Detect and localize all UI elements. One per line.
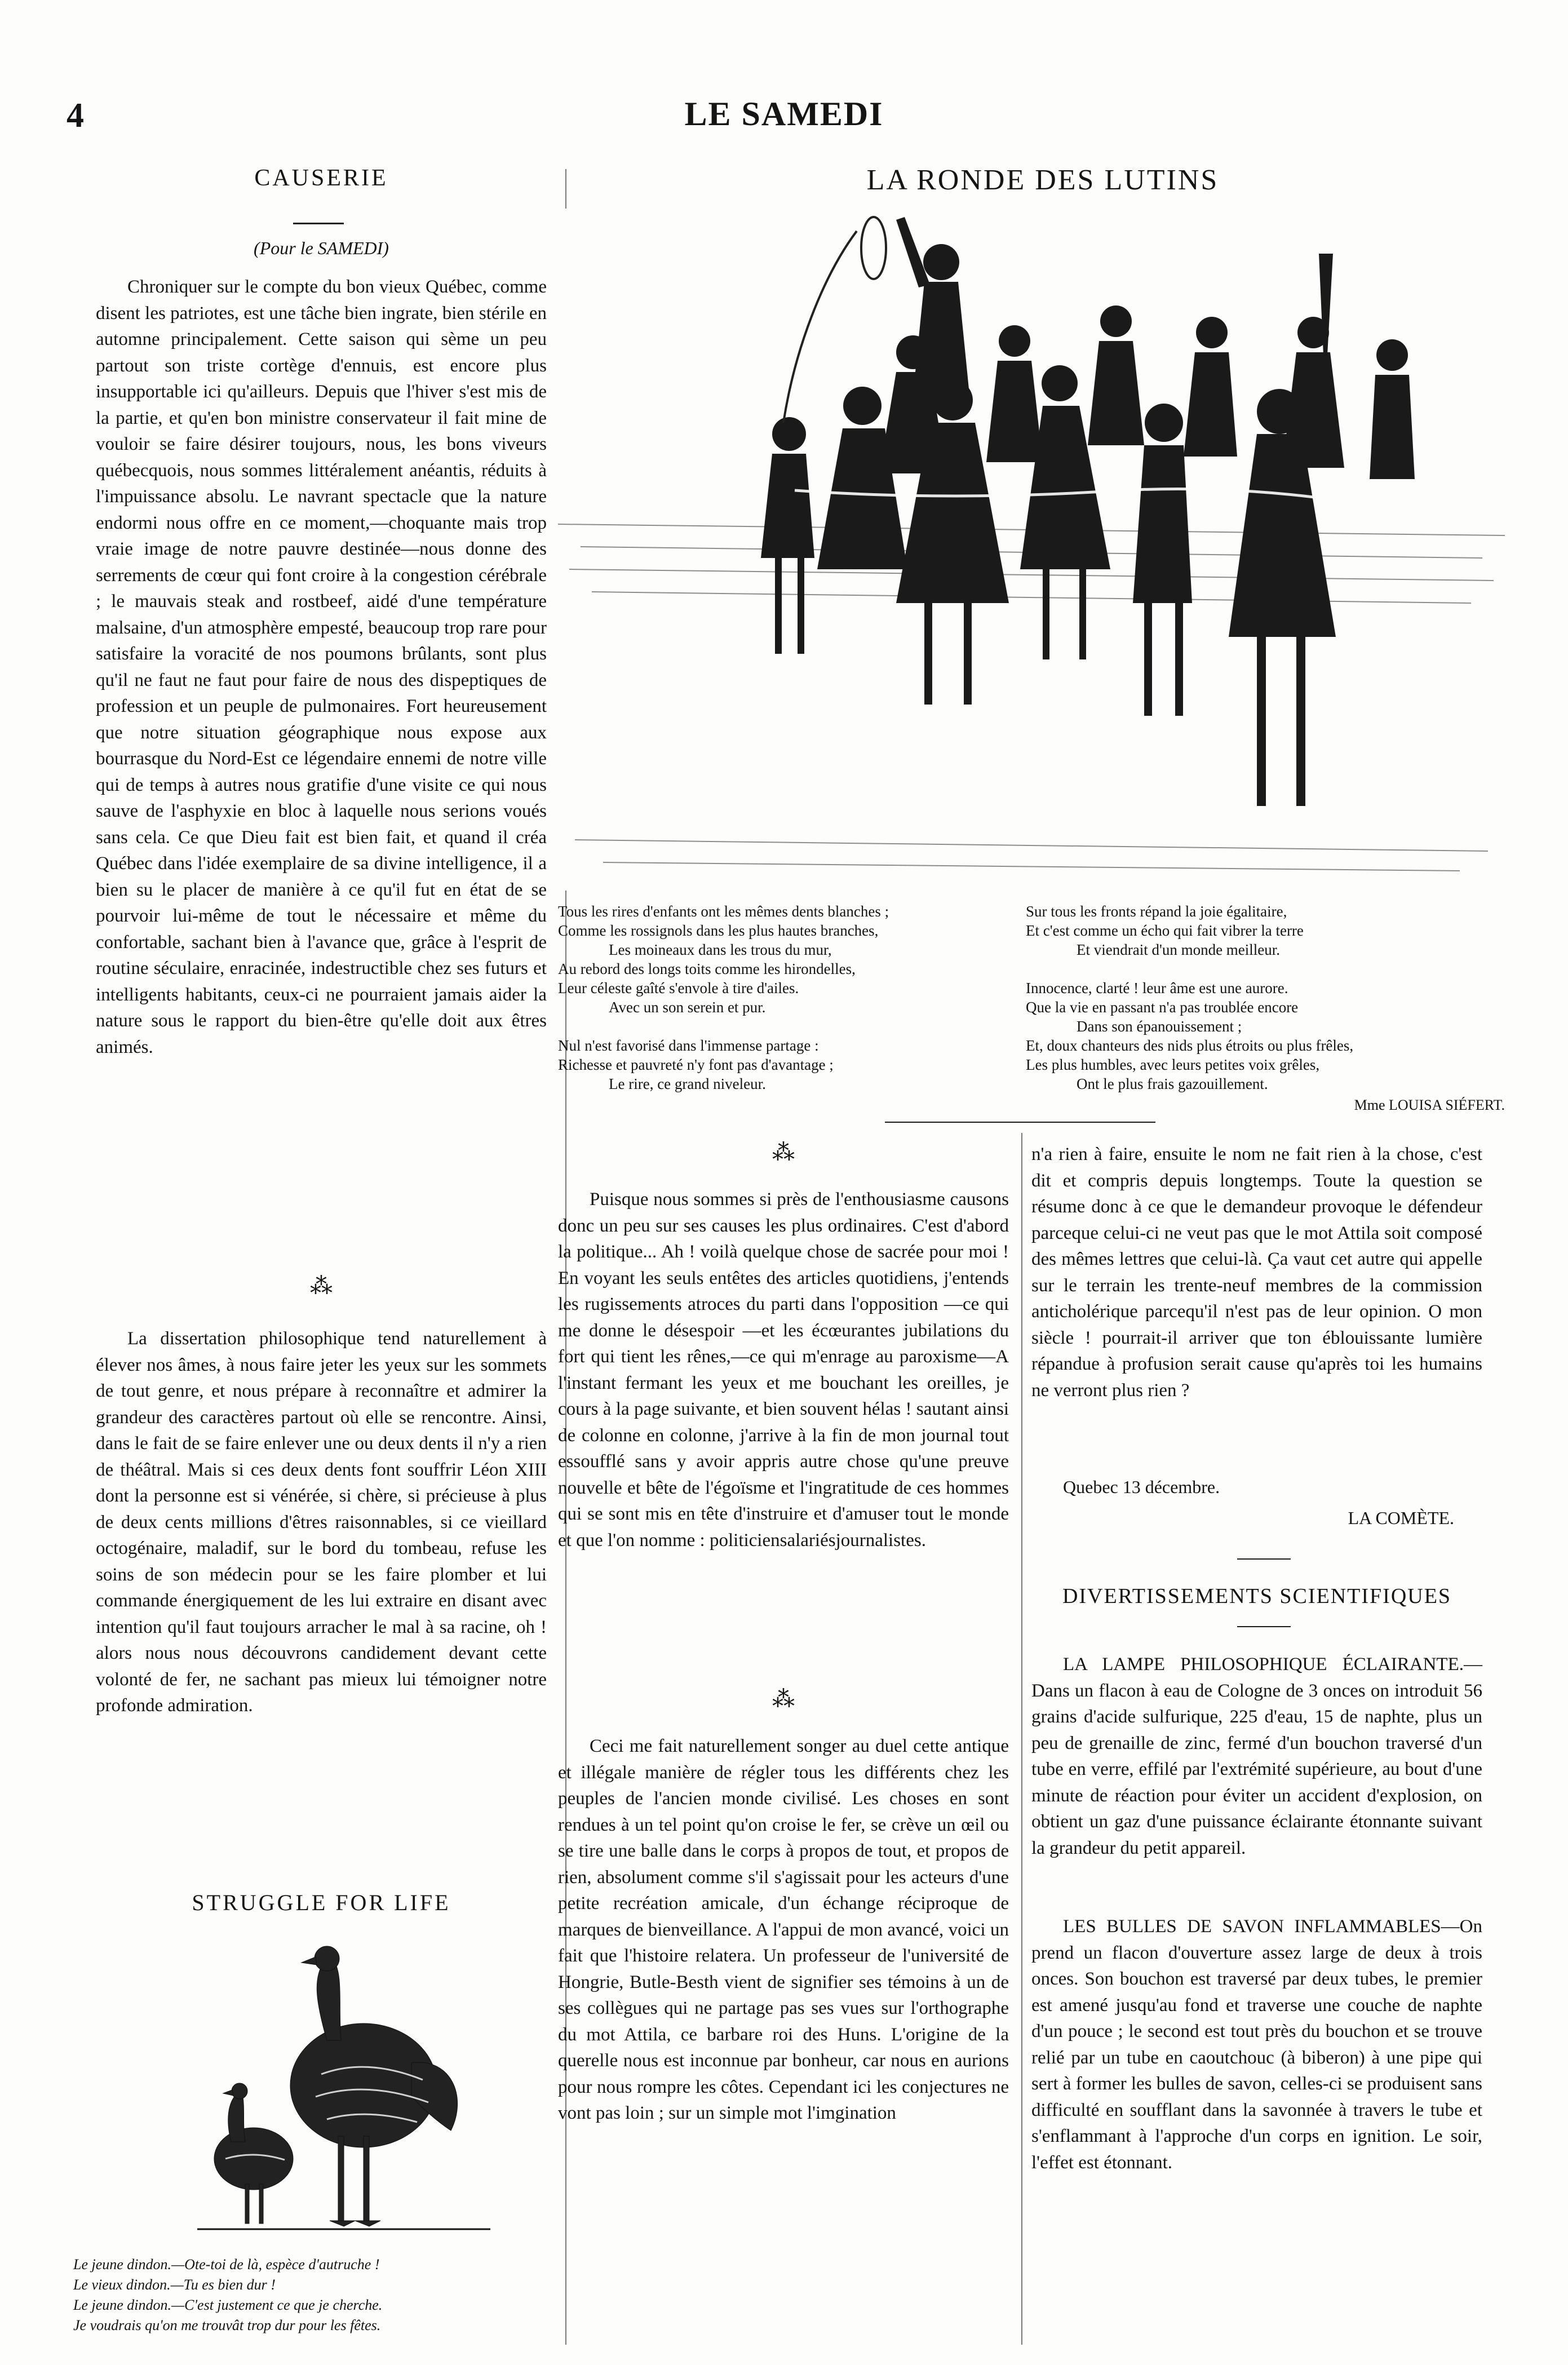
paragraph-text: n'a rien à faire, ensuite le nom ne fait rien à la chose, c'est dit et compris depuis longtemps. Toute la question se résume donc à ce que le demandeur provoque le défendeur parceque celui-ci ne veut pas que le mot Attila soit composé des mêmes lettres que celui-là. Ça vaut cet autre qui appelle sur le terrain les trente-neuf membres de la commission anticholérique parcequ'il n'est pas de leur opinion. O mon siècle ! pourrait-il arriver que ton éblouissante lumière répandue à profusion serait cause qu'après toi les humains ne verront plus rien ? — [1031, 1144, 1482, 1401]
poem-line: Et c'est comme un écho qui fait vibrer la terre — [1026, 922, 1304, 939]
poem-line: Les plus humbles, avec leurs petites voix grêles, — [1026, 1056, 1320, 1073]
duel-paragraph — [558, 1733, 1009, 2127]
masthead: LE SAMEDI — [684, 95, 884, 132]
section-rule — [885, 1122, 1155, 1123]
bulles-title: LES BULLES DE SAVON INFLAMMABLES — [1063, 1916, 1441, 1937]
poem-line: Et, doux chanteurs des nids plus étroits ou plus frêles, — [1026, 1037, 1354, 1054]
column-rule — [1021, 1133, 1022, 2345]
poem-author: Mme LOUISA SIÉFERT. — [1354, 1097, 1505, 1113]
stanza-break — [1026, 959, 1505, 978]
caption-line: Le vieux dindon.—Tu es bien dur ! — [73, 2277, 276, 2293]
poem-line: Sur tous les fronts répand la joie égalitaire, — [1026, 903, 1287, 920]
poem-line: Comme les rossignols dans les plus hautes branches, — [558, 922, 879, 939]
poem-line: Leur céleste gaîté s'envole à tire d'ailes. — [558, 980, 799, 997]
poem-left — [558, 902, 1020, 1093]
struggle-caption — [73, 2255, 564, 2336]
dateline: Quebec 13 décembre. — [1063, 1477, 1220, 1497]
asterism: ⁂ — [772, 1686, 795, 1712]
caption-line: Le jeune dindon.—C'est justement ce que je cherche. — [73, 2297, 383, 2313]
short-rule — [1237, 1558, 1291, 1560]
causerie-paragraph-2 — [96, 1326, 547, 1719]
poem-right — [1026, 902, 1505, 1115]
struggle-title: STRUGGLE FOR LIFE — [192, 1890, 451, 1915]
asterism: ⁂ — [310, 1273, 333, 1299]
poem-line: Que la vie en passant n'a pas troublée encore — [1026, 999, 1299, 1016]
paragraph-text: Puisque nous sommes si près de l'enthousiasme causons donc un peu sur ses causes les plus ordinaires. C'est d'abord la politique... Ah ! voilà quelque chose de sacrée pour moi ! En voyant les seuls entêtes des articles quotidiens, j'entends les rugissements atroces du parti dans l'opposition —ce qui me donne le désespoir —et les écœurantes jubilations du fort qui tient les rênes,—ce qui m'enrage au paroxisme—A l'instant fermant les yeux et me bouchant les oreilles, je cours à la page suivante, et bien souvent hélas ! sautant ainsi de colonne en colonne, j'arrive à la fin de mon journal tout essoufflé sans y avoir appris autre chose qu'une preuve nouvelle et bête de l'égoïsme et l'ingratitude de ces hommes qui se sont mis en tête d'instruire et d'amuser tout le monde et que l'on nomme : politiciensalariésjournalistes. — [558, 1189, 1009, 1551]
signature-la-comete: LA COMÈTE. — [1348, 1508, 1454, 1528]
poem-line: Et viendrait d'un monde meilleur. — [1077, 941, 1281, 958]
ronde-title: LA RONDE DES LUTINS — [866, 164, 1219, 196]
byline: (Pour le SAMEDI) — [254, 238, 389, 258]
poem-line: Au rebord des longs toits comme les hirondelles, — [558, 960, 856, 977]
paragraph-text: Chroniquer sur le compte du bon vieux Québec, comme disent les patriotes, est une tâche bien ingrate, bien stérile en automne principalement. Cette saison qui sème un peu partout son triste cortège d'ennuis, est encore plus insupportable ici qu'ailleurs. Depuis que l'hiver s'est mis de la partie, et qu'en bon ministre conservateur il fait mine de vouloir se faire désirer toujours, nous, les bons viveurs québecquois, nous sommes littéralement anéantis, réduits à l'impuissance absolu. Le navrant spectacle que la nature endormi nous offre en ce moment,—choquante mais trop vraie image de notre pauvre destinée—nous donne des serrements de cœur qui font croire à la congestion cérébrale ; le mauvais steak and rostbeef, aidé d'une température malsaine, d'un atmosphère empesté, beaucoup trop rare pour satisfaire la voracité de nos poumons brûlants, sont plus qu'il ne faut ne faut pour faire de nous des dispeptiques de profession et un peuple de pulmonaires. Fort heureusement que notre situation géographique nous expose aux bourrasque du Nord-Est ce légendaire ennemi de notre ville qui de temps à autres nous gratifie d'une visite ce qui nous sauve de l'asphyxie en bloc à laquelle nous serions voués sans cela. Ce que Dieu fait est bien fait, et quand il créa Québec dans l'idée exemplaire de sa divine intelligence, il a bien su le placer de manière à ce qu'il fut en état de se pourvoir lui-même de tout le nécessaire et même du confortable, sachant bien à l'avance que, grâce à l'esprit de routine séculaire, enracinée, indestructible chez ses futurs et intelligents habitants, ceux-ci ne pourraient jamais aider la nature sous le rapport du bien-être qu'elle doit aux êtres animés. — [96, 277, 547, 1057]
poem-line: Avec un son serein et pur. — [609, 999, 766, 1016]
lampe-title: LA LAMPE PHILOSOPHIQUE ÉCLAIRANTE. — [1063, 1654, 1464, 1675]
poem-line: Richesse et pauvreté n'y font pas d'avantage ; — [558, 1056, 834, 1073]
poem-line: Dans son épanouissement ; — [1077, 1018, 1242, 1035]
causerie-paragraph-1 — [96, 274, 547, 1060]
bulles-text: —On prend un flacon d'ouverture assez large de deux à trois onces. Son bouchon est traversé par deux tubes, le premier est amené jusqu'au fond et traverse une couche de naphte d'un pouce ; le second est tout près du bouchon et se trouve relié par un tube en caoutchouc (à biberon) à une pipe qui sert à former les bulles de savon, celles-ci se produisent sans difficulté en soufflant dans la savonnée à travers le tube et s'enflammant à l'approche d'un corps en ignition. Le soir, l'effet est étonnant. — [1031, 1916, 1483, 2173]
poem-line: Nul n'est favorisé dans l'immense partage : — [558, 1037, 819, 1054]
lampe-text: —Dans un flacon à eau de Cologne de 3 onces on introduit 56 grains d'acide sulfurique, 225 d'eau, 15 de naphte, plus un peu de grenaille de zinc, fermé d'un bouchon traversé d'un tube en verre, effilé par l'extrémité supérieure, au bout d'une minute de réaction pour éviter un accident d'explosion, on obtient un gaz d'une puissance éclairante étonnante suivant la grandeur du petit appareil. — [1031, 1654, 1482, 1858]
lampe-paragraph — [1031, 1651, 1482, 1861]
caption-line: Je voudrais qu'on me trouvât trop dur pour les fêtes. — [73, 2317, 381, 2333]
attila-paragraph — [1031, 1141, 1482, 1403]
causerie-title: CAUSERIE — [254, 165, 388, 191]
caption-line: Le jeune dindon.—Ote-toi de là, espèce d'autruche ! — [73, 2256, 380, 2273]
poem-line: Innocence, clarté ! leur âme est une aurore. — [1026, 980, 1288, 997]
page-number: 4 — [67, 96, 84, 135]
poem-line: Ont le plus frais gazouillement. — [1077, 1075, 1268, 1092]
paragraph-text: Ceci me fait naturellement songer au duel cette antique et illégale manière de régler tous les différents chez les peuples de l'ancien monde civilisé. Les choses en sont rendues à un tel point qu'on croise le fer, se crève un œil ou se tire une balle dans le corps à propos de tout, et propos de rien, absolument comme s'il s'agissait pour les acteurs d'une petite recréation amicale, d'un échange réciproque de marques de bienveillance. A l'appui de mon avancé, voici un fait que l'histoire relatera. Un professeur de l'université de Hongrie, Butle-Besth vient de signifier ses témoins à un de ses collègues qui ne partage pas ses vues sur l'orthographe du mot Attila, ce barbare roi des Huns. L'origine de la querelle nous est inconnue par bonheur, car nous en aurions pour nous rompre les côtes. Cependant ici les conjectures ne vont pas loin ; sur un simple mot l'imgination — [558, 1736, 1009, 2123]
poem-line: Le rire, ce grand niveleur. — [609, 1075, 766, 1092]
asterism: ⁂ — [772, 1140, 795, 1165]
poem-line: Tous les rires d'enfants ont les mêmes dents blanches ; — [558, 903, 889, 920]
divertissements-title: DIVERTISSEMENTS SCIENTIFIQUES — [1062, 1584, 1452, 1608]
stanza-break — [558, 1017, 1020, 1036]
politics-paragraph — [558, 1186, 1009, 1553]
paragraph-text: La dissertation philosophique tend naturellement à élever nos âmes, à nous faire jeter les yeux sur les sommets de tout genre, et nous prépare à reconnaître et admirer la grandeur des caractères partout où elle se rencontre. Ainsi, dans le fait de se faire enlever une ou deux dents il n'y a rien de théâtral. Mais si ces deux dents font souffrir Léon XIII dont la personne est si vénérée, si chère, si précieuse à plus de deux cents millions d'êtres raisonnables, si ce vieillard octogénaire, maladif, sur le bord du tombeau, refuse les soins de son médecin pour se les faire plomber et lui commande énergiquement de les lui extraire en disant avec intention qu'il faut toujours arracher le mal à sa racine, oh ! alors nous nous découvrons candidement devant cette volonté de fer, ne sachant pas mieux lui témoigner notre profonde admiration. — [96, 1328, 547, 1716]
poem-line: Les moineaux dans les trous du mur, — [609, 941, 832, 958]
short-rule — [1237, 1626, 1291, 1627]
children-round-engraving — [558, 209, 1505, 891]
title-rule — [293, 223, 344, 224]
bulles-paragraph — [1031, 1914, 1482, 2176]
turkeys-illustration — [186, 1928, 502, 2249]
